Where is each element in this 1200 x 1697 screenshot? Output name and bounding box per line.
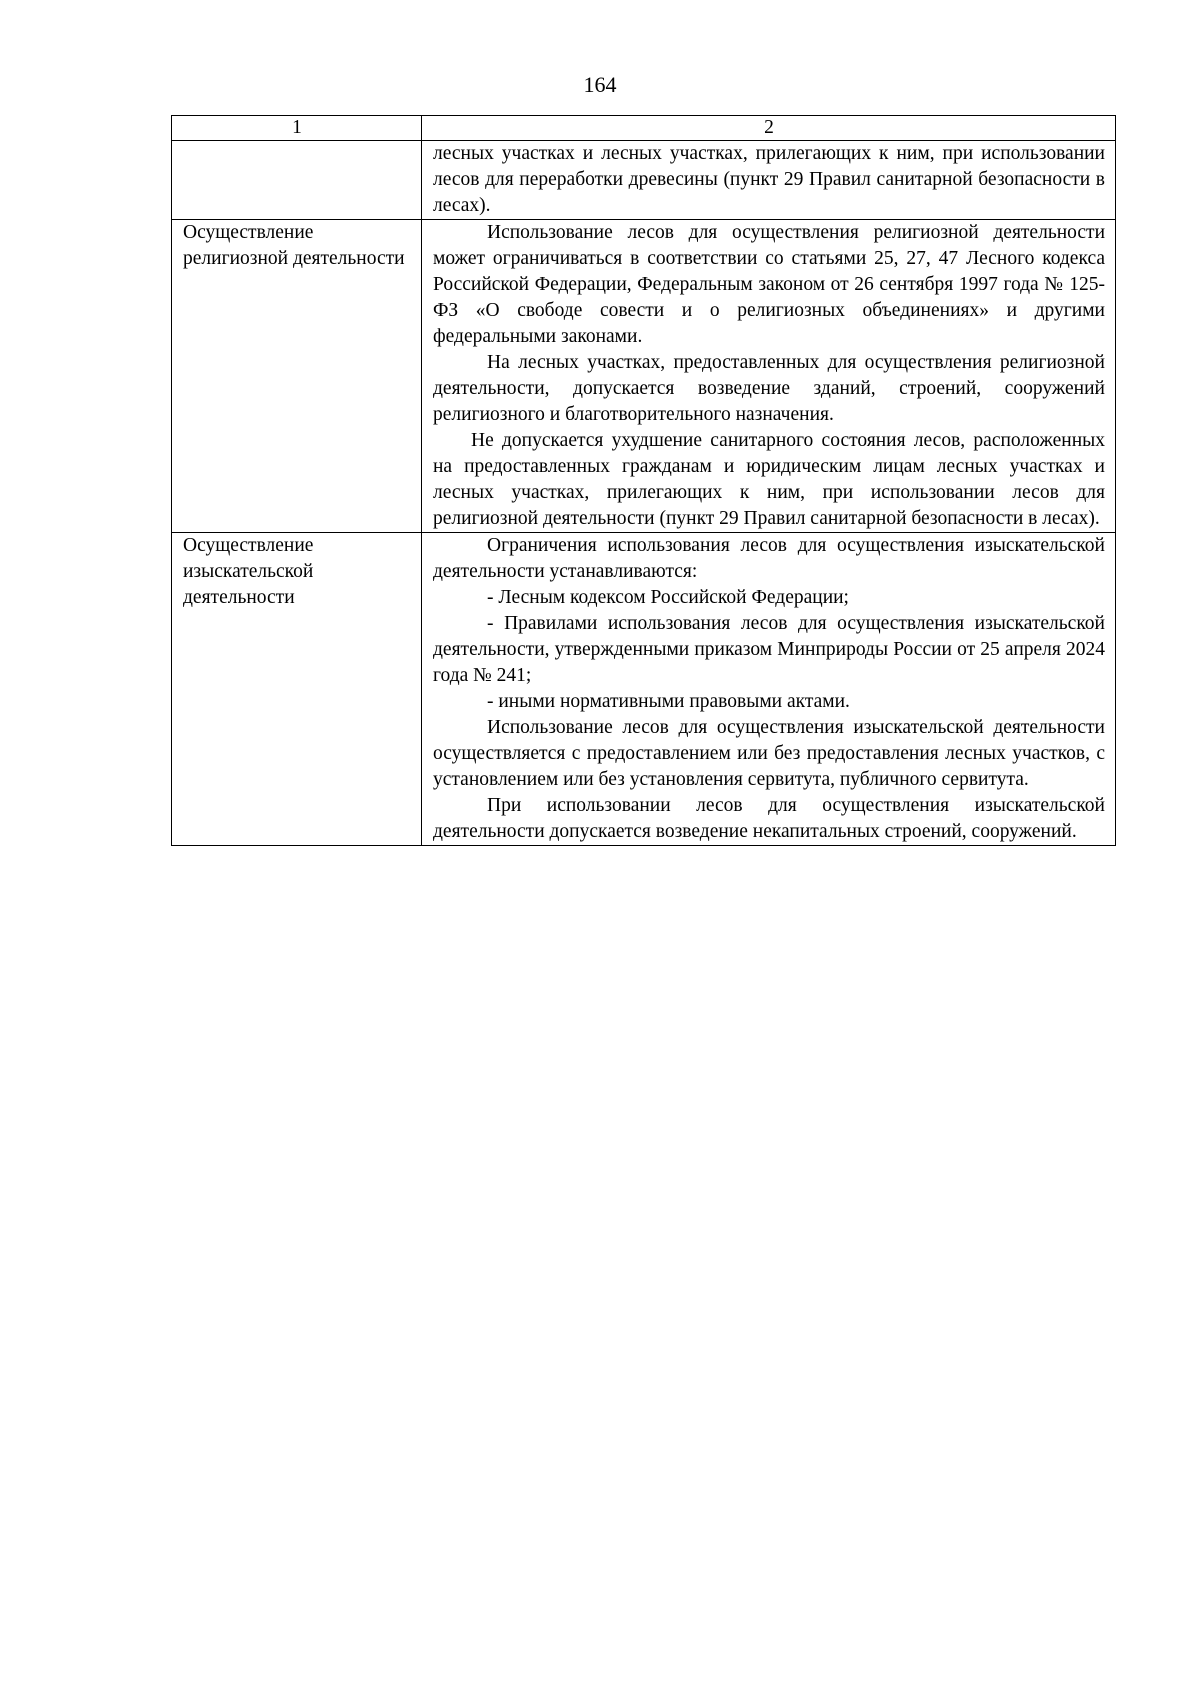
restriction-list-item: - Правилами использования лесов для осуществления изыскательской деятельности, утвержденными приказом Минприроды России от 25 апреля 2024 года № 241; bbox=[433, 613, 1105, 686]
column-header-2: 2 bbox=[422, 116, 1116, 141]
restrictions-cell bbox=[422, 220, 1116, 533]
activity-label: Осуществление изыскательской деятельности bbox=[183, 535, 314, 608]
column-header-1: 1 bbox=[172, 116, 422, 141]
restriction-paragraph: Ограничения использования лесов для осуществления изыскательской деятельности устанавливаются: bbox=[433, 535, 1105, 582]
regulation-table bbox=[171, 115, 1116, 846]
table-header-row bbox=[172, 116, 1116, 141]
table-row bbox=[172, 141, 1116, 220]
activity-cell bbox=[172, 141, 422, 220]
restriction-list-item: - иными нормативными правовыми актами. bbox=[487, 691, 850, 712]
table-row bbox=[172, 533, 1116, 846]
restriction-list-item: - Лесным кодексом Российской Федерации; bbox=[487, 587, 849, 608]
activity-cell bbox=[172, 533, 422, 846]
restrictions-cell bbox=[422, 141, 1116, 220]
activity-label: Осуществление религиозной деятельности bbox=[183, 222, 405, 269]
restriction-paragraph: Использование лесов для осуществления религиозной деятельности может ограничиваться в соответствии со статьями 25, 27, 47 Лесного кодекса Российской Федерации, Федеральным законом от 26 сентября 1997 года № 125-ФЗ «О свободе совести и о религиозных объединениях» и другими федеральными законами. bbox=[433, 222, 1105, 347]
restriction-paragraph: При использовании лесов для осуществления изыскательской деятельности допускается возведение некапитальных строений, сооружений. bbox=[433, 795, 1105, 842]
activity-cell bbox=[172, 220, 422, 533]
restriction-paragraph: Использование лесов для осуществления изыскательской деятельности осуществляется с предоставлением или без предоставления лесных участков, с установлением или без установления сервитута, публичного сервитута. bbox=[433, 717, 1105, 790]
restriction-paragraph: лесных участках и лесных участках, прилегающих к ним, при использовании лесов для переработки древесины (пункт 29 Правил санитарной безопасности в лесах). bbox=[433, 143, 1105, 216]
restrictions-cell bbox=[422, 533, 1116, 846]
page-number: 164 bbox=[583, 72, 617, 97]
table-row bbox=[172, 220, 1116, 533]
restriction-paragraph: Не допускается ухудшение санитарного состояния лесов, расположенных на предоставленных гражданам и юридическим лицам лесных участках и лесных участках, прилегающих к ним, при использовании лесов для религиозной деятельности (пункт 29 Правил санитарной безопасности в лесах). bbox=[433, 430, 1105, 529]
restriction-paragraph: На лесных участках, предоставленных для осуществления религиозной деятельности, допускается возведение зданий, строений, сооружений религиозного и благотворительного назначения. bbox=[433, 352, 1105, 425]
